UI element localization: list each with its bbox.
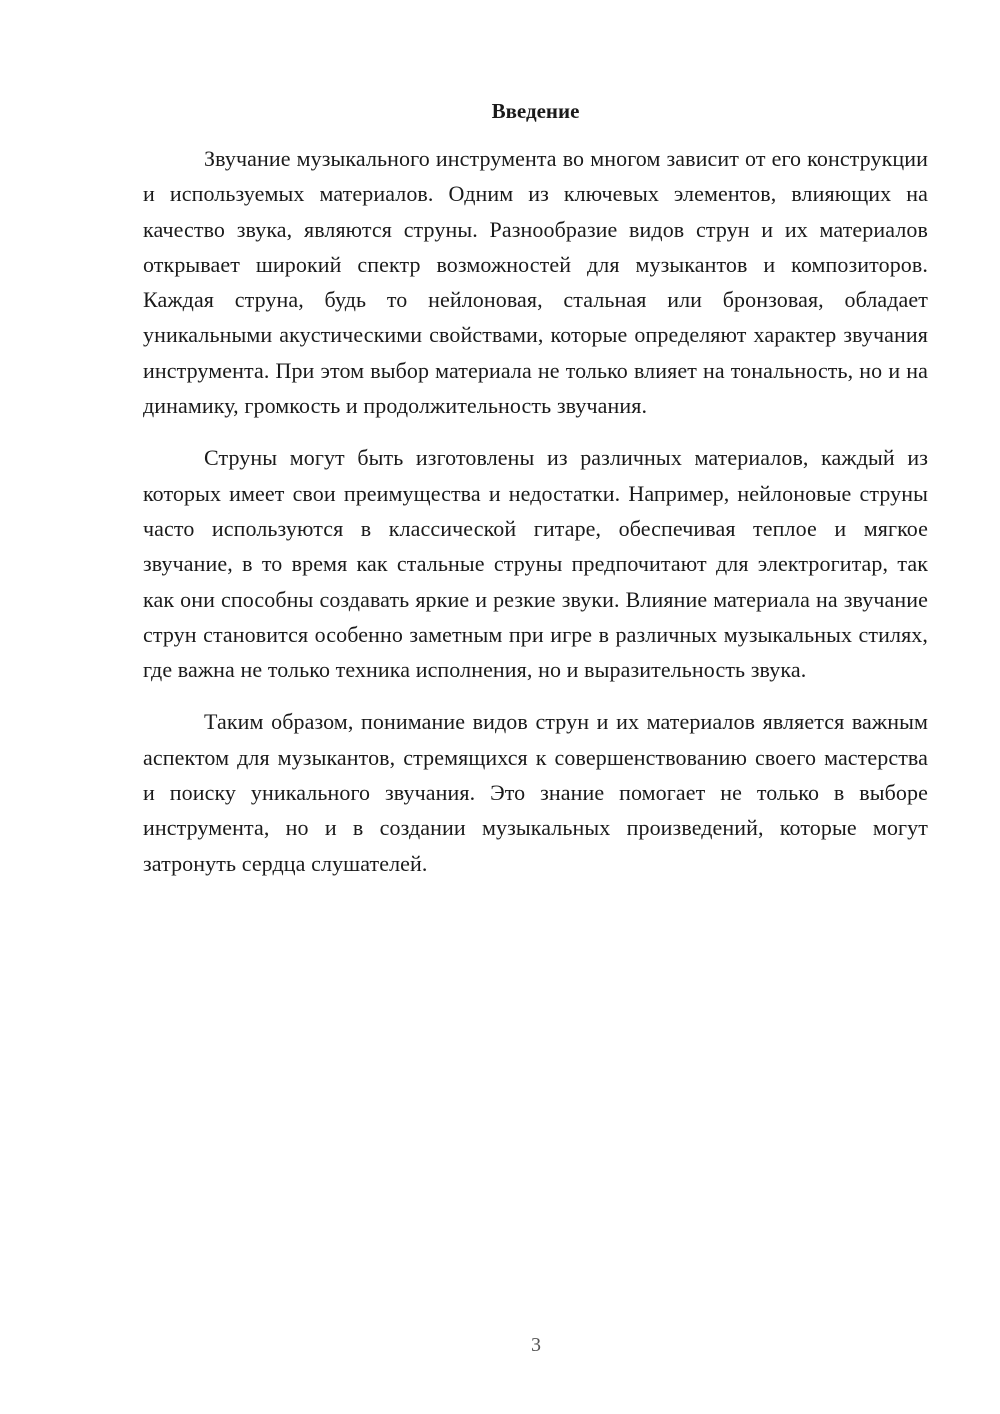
paragraph-1: Звучание музыкального инструмента во многом зависит от его конструкции и используемых материалов. Одним из ключевых элементов, влияющих на качество звука, являются струны. Разнообразие видов струн и их материалов открывает широкий спектр возможностей для музыкантов и композиторов. Каждая струна, будь то нейлоновая, стальная или бронзовая, обладает уникальными акустическими свойствами, которые определяют характер звучания инструмента. При этом выбор материала не только влияет на тональность, но и на динамику, громкость и продолжительность звучания. xyxy=(143,146,928,419)
section-heading: Введение xyxy=(491,99,580,123)
page-content xyxy=(143,94,928,898)
page-number: 3 xyxy=(531,1334,541,1356)
paragraph-3: Таким образом, понимание видов струн и их материалов является важным аспектом для музыкантов, стремящихся к совершенствованию своего мастерства и поиску уникального звучания. Это знание помогает не только в выборе инструмента, но и в создании музыкальных произведений, которые могут затронуть сердца слушателей. xyxy=(143,709,928,876)
paragraph-2: Струны могут быть изготовлены из различных материалов, каждый из которых имеет свои преимущества и недостатки. Например, нейлоновые струны часто используются в классической гитаре, обеспечивая теплое и мягкое звучание, в то время как стальные струны предпочитают для электрогитар, так как они способны создавать яркие и резкие звуки. Влияние материала на звучание струн становится особенно заметным при игре в различных музыкальных стилях, где важна не только техника исполнения, но и выразительность звука. xyxy=(143,445,928,683)
